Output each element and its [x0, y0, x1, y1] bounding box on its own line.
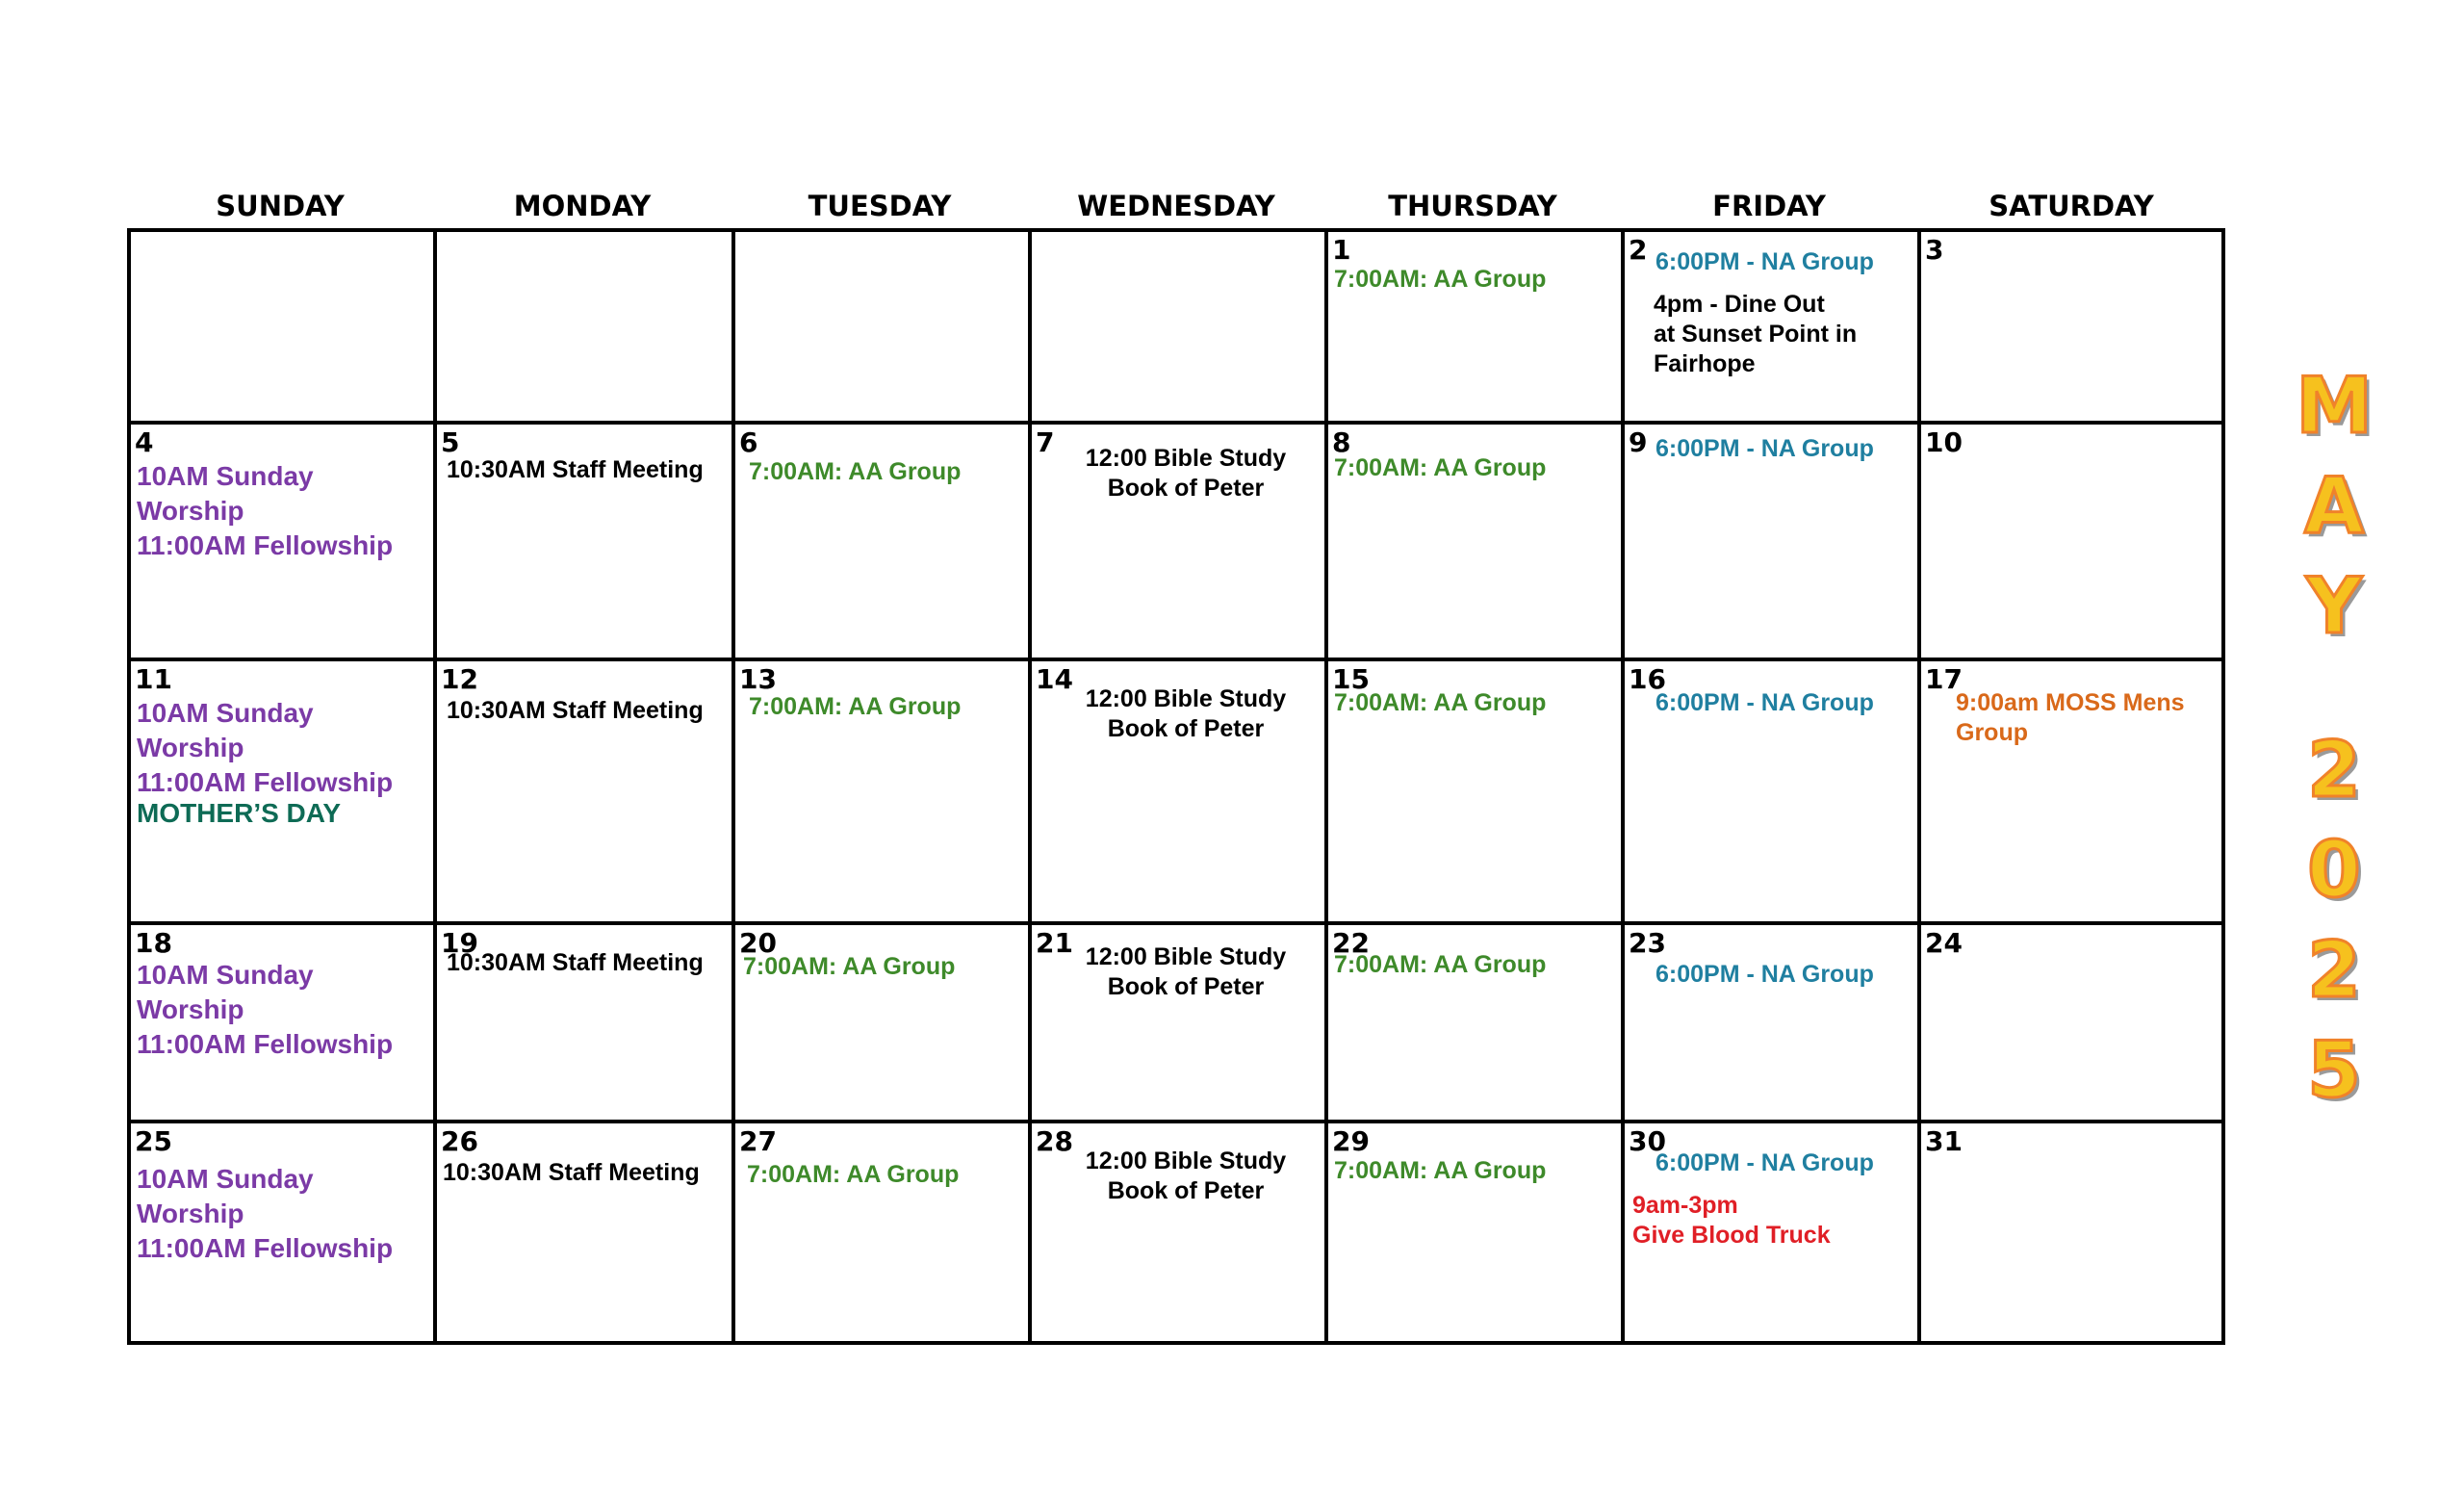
day-number: 30: [1629, 1125, 1666, 1157]
calendar-event[interactable]: 7:00AM: AA Group: [1334, 1157, 1547, 1184]
weekday-friday: FRIDAY: [1712, 190, 1826, 222]
day-number: 29: [1332, 1125, 1370, 1157]
day-cell-tuesday[interactable]: [735, 661, 1028, 921]
day-cell-friday[interactable]: [1625, 425, 1917, 658]
day-number: 21: [1036, 927, 1073, 959]
day-cell-monday[interactable]: [437, 425, 732, 658]
calendar-event[interactable]: 4pm - Dine Out at Sunset Point in Fairhope: [1654, 291, 1858, 377]
day-cell-friday[interactable]: [1625, 925, 1917, 1120]
calendar-event[interactable]: 12:00 Bible Study Book of Peter: [1085, 943, 1287, 1000]
calendar-event[interactable]: 7:00AM: AA Group: [749, 693, 962, 720]
day-cell-sunday[interactable]: [131, 925, 433, 1120]
weekday-sunday: SUNDAY: [216, 190, 345, 222]
day-cell-thursday[interactable]: [1328, 1123, 1621, 1341]
calendar-event[interactable]: 6:00PM - NA Group: [1656, 961, 1874, 988]
day-cell-thursday[interactable]: [1328, 425, 1621, 658]
month-letter: M: [2296, 361, 2373, 451]
day-number: 2: [1629, 234, 1648, 266]
day-number: 1: [1332, 234, 1351, 266]
day-number: 14: [1036, 663, 1073, 695]
calendar-event[interactable]: 7:00AM: AA Group: [743, 953, 956, 980]
day-number: 7: [1036, 426, 1055, 458]
day-cell-wednesday[interactable]: [1032, 425, 1324, 658]
year-digit: 5: [2307, 1025, 2361, 1115]
weekday-header-row: [127, 185, 2225, 227]
day-number: 11: [135, 663, 172, 695]
day-cell-wednesday[interactable]: [1032, 232, 1324, 421]
day-number: 13: [739, 663, 777, 695]
calendar-event[interactable]: MOTHER’S DAY: [137, 798, 342, 828]
calendar-event[interactable]: 9:00am MOSS Mens Group: [1956, 689, 2185, 746]
calendar-event[interactable]: 10AM Sunday Worship 11:00AM Fellowship: [137, 698, 394, 797]
calendar-event[interactable]: 12:00 Bible Study Book of Peter: [1085, 1148, 1287, 1204]
day-cell-monday[interactable]: [437, 925, 732, 1120]
day-number: 15: [1332, 663, 1370, 695]
day-number: 28: [1036, 1125, 1073, 1157]
day-cell-tuesday[interactable]: [735, 1123, 1028, 1341]
day-cell-monday[interactable]: [437, 661, 732, 921]
calendar-event[interactable]: 6:00PM - NA Group: [1656, 248, 1874, 275]
month-letter: A: [2304, 461, 2364, 551]
day-cell-tuesday[interactable]: [735, 925, 1028, 1120]
calendar-event[interactable]: 7:00AM: AA Group: [1334, 454, 1547, 481]
calendar-event[interactable]: 10:30AM Staff Meeting: [447, 697, 704, 724]
calendar-grid: [127, 228, 2225, 1345]
calendar-event[interactable]: 6:00PM - NA Group: [1656, 435, 1874, 462]
year-digit: 2: [2307, 725, 2361, 814]
day-cell-thursday[interactable]: [1328, 232, 1621, 421]
calendar-event[interactable]: 10:30AM Staff Meeting: [447, 456, 704, 483]
year-digit: 0: [2307, 825, 2361, 915]
day-number: 19: [441, 927, 478, 959]
calendar-event[interactable]: 12:00 Bible Study Book of Peter: [1085, 445, 1287, 502]
weekday-thursday: THURSDAY: [1388, 190, 1557, 222]
calendar-event[interactable]: 12:00 Bible Study Book of Peter: [1085, 685, 1287, 742]
day-cell-wednesday[interactable]: [1032, 925, 1324, 1120]
day-number: 4: [135, 426, 154, 458]
day-number: 26: [441, 1125, 478, 1157]
day-cell-thursday[interactable]: [1328, 925, 1621, 1120]
day-cell-sunday[interactable]: [131, 661, 433, 921]
day-number: 3: [1925, 234, 1944, 266]
day-number: 25: [135, 1125, 172, 1157]
day-number: 10: [1925, 426, 1963, 458]
day-cell-wednesday[interactable]: [1032, 1123, 1324, 1341]
day-cell-wednesday[interactable]: [1032, 661, 1324, 921]
day-number: 8: [1332, 426, 1351, 458]
day-cell-thursday[interactable]: [1328, 661, 1621, 921]
calendar-event[interactable]: 7:00AM: AA Group: [749, 458, 962, 485]
day-cell-monday[interactable]: [437, 1123, 732, 1341]
day-number: 6: [739, 426, 758, 458]
day-number: 5: [441, 426, 460, 458]
calendar-event[interactable]: 6:00PM - NA Group: [1656, 689, 1874, 716]
calendar-event[interactable]: 7:00AM: AA Group: [747, 1161, 960, 1188]
weekday-monday: MONDAY: [513, 190, 652, 222]
day-number: 23: [1629, 927, 1666, 959]
day-cell-tuesday[interactable]: [735, 425, 1028, 658]
day-number: 18: [135, 927, 172, 959]
day-cell-saturday[interactable]: [1921, 925, 2221, 1120]
month-title-vertical: [2296, 356, 2373, 1121]
day-cell-friday[interactable]: [1625, 1123, 1917, 1341]
day-number: 12: [441, 663, 478, 695]
day-number: 22: [1332, 927, 1370, 959]
day-cell-saturday[interactable]: [1921, 661, 2221, 921]
weekday-tuesday: TUESDAY: [808, 190, 952, 222]
day-number: 9: [1629, 426, 1648, 458]
weekday-saturday: SATURDAY: [1989, 190, 2154, 222]
calendar-event[interactable]: 10:30AM Staff Meeting: [447, 949, 704, 976]
day-cell-friday[interactable]: [1625, 661, 1917, 921]
calendar-event[interactable]: 9am-3pm Give Blood Truck: [1632, 1192, 1831, 1249]
weekday-wednesday: WEDNESDAY: [1077, 190, 1275, 222]
day-cell-tuesday[interactable]: [735, 232, 1028, 421]
calendar-event[interactable]: 6:00PM - NA Group: [1656, 1149, 1874, 1176]
day-number: 24: [1925, 927, 1963, 959]
day-number: 17: [1925, 663, 1963, 695]
month-year-gap: [2296, 657, 2373, 720]
month-letter: Y: [2306, 561, 2362, 651]
calendar-event[interactable]: 10:30AM Staff Meeting: [443, 1159, 700, 1186]
day-cell-saturday[interactable]: [1921, 1123, 2221, 1341]
day-cell-monday[interactable]: [437, 232, 732, 421]
day-cell-saturday[interactable]: [1921, 425, 2221, 658]
day-number: 31: [1925, 1125, 1963, 1157]
calendar-event[interactable]: 10AM Sunday Worship 11:00AM Fellowship: [137, 461, 394, 560]
calendar-event[interactable]: 10AM Sunday Worship 11:00AM Fellowship: [137, 960, 394, 1059]
calendar-event[interactable]: 7:00AM: AA Group: [1334, 266, 1547, 293]
day-cell-sunday[interactable]: [131, 1123, 433, 1341]
year-digit: 2: [2307, 925, 2361, 1015]
calendar-event[interactable]: 7:00AM: AA Group: [1334, 951, 1547, 978]
calendar-event[interactable]: 10AM Sunday Worship 11:00AM Fellowship: [137, 1164, 394, 1263]
day-cell-friday[interactable]: [1625, 232, 1917, 421]
day-number: 27: [739, 1125, 777, 1157]
day-cell-sunday[interactable]: [131, 232, 433, 421]
day-number: 20: [739, 927, 777, 959]
day-cell-saturday[interactable]: [1921, 232, 2221, 421]
day-number: 16: [1629, 663, 1666, 695]
calendar-event[interactable]: 7:00AM: AA Group: [1334, 689, 1547, 716]
day-cell-sunday[interactable]: [131, 425, 433, 658]
